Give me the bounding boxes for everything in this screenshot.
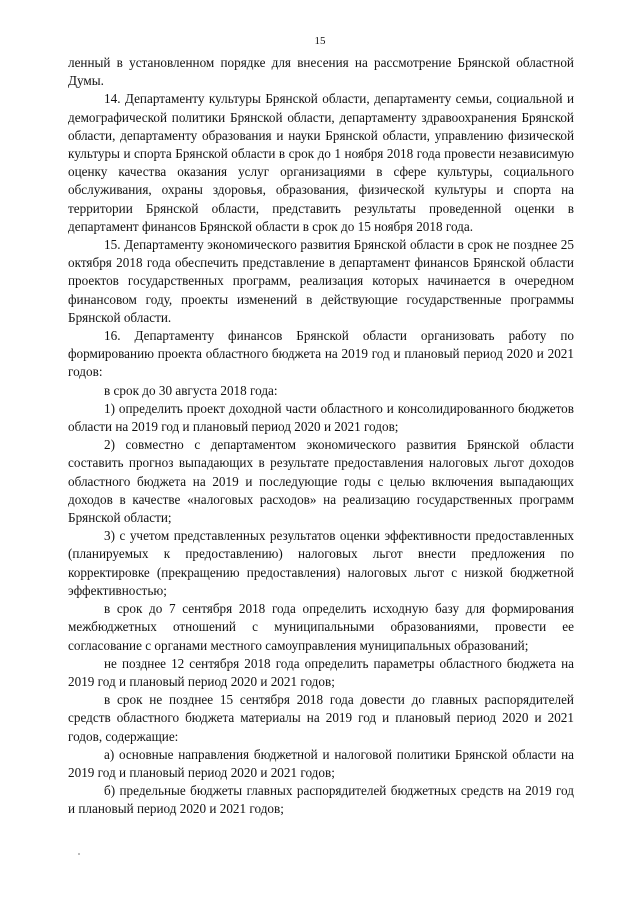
paragraph-item-16: 16. Департаменту финансов Брянской области организовать работу по формированию проекта областного бюджета на 2019 год и плановый период 2020 и 2021 годов: [68, 328, 574, 380]
paragraph-continuation: ленный в установленном порядке для внесения на рассмотрение Брянской областной Думы. [68, 55, 574, 89]
paragraph-item-15: 15. Департаменту экономического развития Брянской области в срок не позднее 25 октября 2018 года обеспечить представление в департамент финансов Брянской области проектов государственных программ, реализация которых начинается в очередном финансовом году, проекты изменений в действующие государственные программы Брянской области. [68, 237, 574, 325]
paragraph-deadline-sep-15: в срок не позднее 15 сентября 2018 года довести до главных распорядителей средств областного бюджета материалы на 2019 год и плановый период 2020 и 2021 годов, содержащие: [68, 692, 574, 744]
page-number: 15 [314, 35, 326, 47]
paragraph-deadline-sep-12: не позднее 12 сентября 2018 года определить параметры областного бюджета на 2019 год и плановый период 2020 и 2021 годов; [68, 655, 574, 689]
paragraph-deadline-aug-30: в срок до 30 августа 2018 года: [104, 382, 278, 398]
paragraph-subitem-a: а) основные направления бюджетной и налоговой политики Брянской области на 2019 год и плановый период 2020 и 2021 годов; [68, 746, 574, 780]
paragraph-subitem-b: б) предельные бюджеты главных распорядителей бюджетных средств на 2019 год и плановый период 2020 и 2021 годов; [68, 783, 574, 817]
paragraph-subitem-1: 1) определить проект доходной части областного и консолидированного бюджетов области на 2019 год и плановый период 2020 и 2021 годов; [68, 400, 574, 435]
document-body [68, 54, 574, 819]
paragraph-deadline-sep-7: в срок до 7 сентября 2018 года определить исходную базу для формирования межбюджетных отношений с муниципальными образованиями, провести ее согласование с органами местного самоуправления муниципальных образований; [68, 601, 574, 653]
scan-speck [78, 853, 80, 855]
paragraph-item-14: 14. Департаменту культуры Брянской области, департаменту семьи, социальной и демографической политики Брянской области, департаменту здравоохранения Брянской области, департаменту образования и науки Брянской области, управлению физической культуры и спорта Брянской области в срок до 1 ноября 2018 года провести независимую оценку качества оказания услуг организациями в сфере культуры, социального обслуживания, охраны здоровья, образования, физической культуры и спорта на территории Брянской области, представить результаты проведенной оценки в департамент финансов Брянской области в срок до 15 ноября 2018 года. [68, 91, 574, 234]
paragraph-subitem-2: 2) совместно с департаментом экономического развития Брянской области составить прогноз выпадающих в результате предоставления налоговых льгот доходов областного бюджета на 2019 и последующие годы с целью включения выпадающих доходов в качестве «налоговых расходов» на реализацию государственных программ Брянской области; [68, 437, 574, 526]
paragraph-subitem-3: 3) с учетом представленных результатов оценки эффективности предоставленных (планируемых к предоставлению) налоговых льгот внести предложения по корректировке (прекращению предоставления) налоговых льгот с низкой бюджетной эффективностью; [68, 528, 574, 598]
